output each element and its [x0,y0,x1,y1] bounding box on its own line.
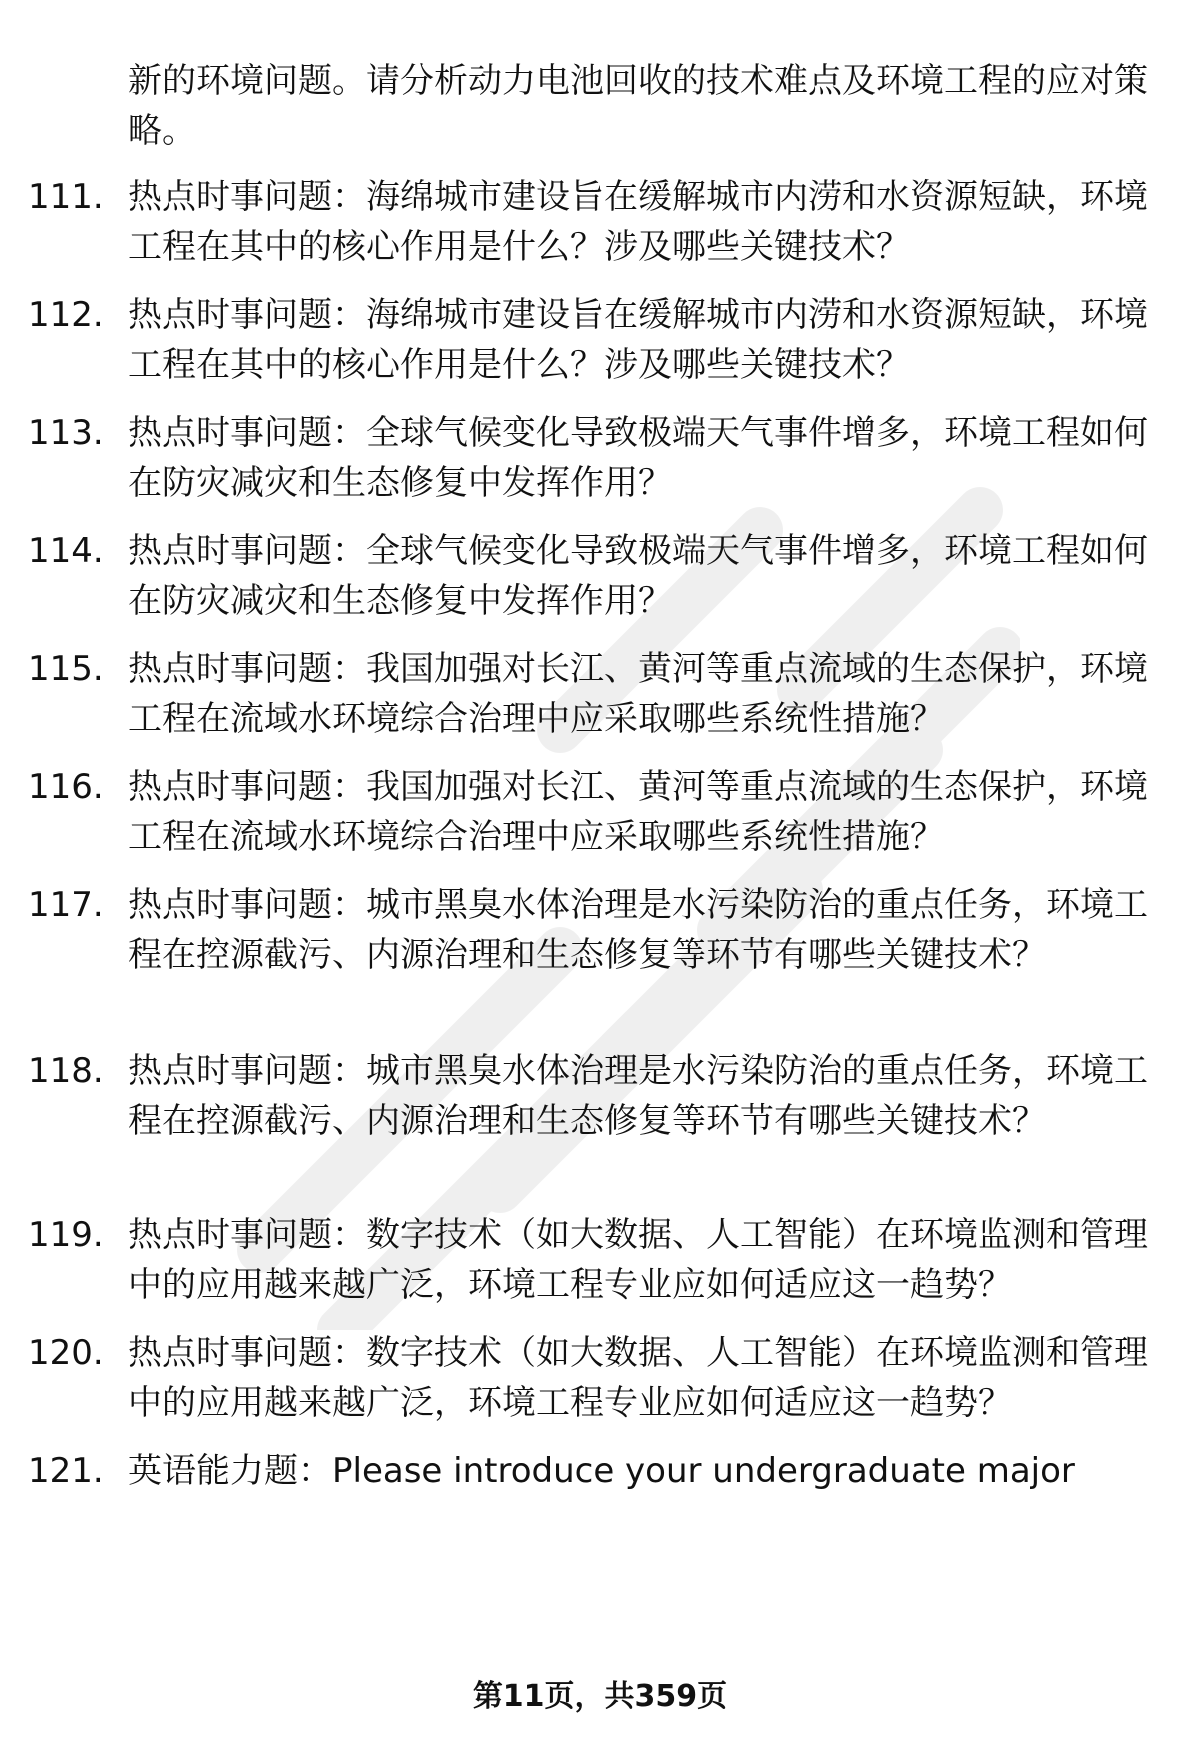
question-number: 116. [28,767,104,807]
question-number: 120. [28,1333,104,1373]
question-number: 119. [28,1215,104,1255]
question-item-111 [28,172,1148,272]
question-item-113 [28,408,1148,508]
question-text: 热点时事问题：海绵城市建设旨在缓解城市内涝和水资源短缺，环境工程在其中的核心作用是什么？涉及哪些关键技术？ [128,177,1148,267]
question-item-119 [28,1210,1148,1310]
question-item-117 [28,880,1148,980]
question-number: 118. [28,1051,104,1091]
question-text: 热点时事问题：全球气候变化导致极端天气事件增多，环境工程如何在防灾减灾和生态修复中发挥作用？ [128,531,1148,621]
question-number: 115. [28,649,104,689]
question-number: 117. [28,885,104,925]
question-number: 112. [28,295,104,335]
question-item-114 [28,526,1148,626]
question-text: 热点时事问题：我国加强对长江、黄河等重点流域的生态保护，环境工程在流域水环境综合治理中应采取哪些系统性措施？ [128,649,1148,739]
page-footer: 第11页，共359页 [472,1679,728,1714]
question-item-121 [28,1446,1148,1496]
question-number: 111. [28,177,104,217]
question-item-115 [28,644,1148,744]
question-number: 121. [28,1451,104,1491]
question-text: 热点时事问题：全球气候变化导致极端天气事件增多，环境工程如何在防灾减灾和生态修复中发挥作用？ [128,413,1148,503]
question-item-120 [28,1328,1148,1428]
question-text: 热点时事问题：我国加强对长江、黄河等重点流域的生态保护，环境工程在流域水环境综合治理中应采取哪些系统性措施？ [128,767,1148,857]
question-text: 热点时事问题：数字技术（如大数据、人工智能）在环境监测和管理中的应用越来越广泛，环境工程专业应如何适应这一趋势？ [128,1333,1148,1423]
question-number: 114. [28,531,104,571]
question-item-118 [28,1046,1148,1146]
continuation-text: 新的环境问题。请分析动力电池回收的技术难点及环境工程的应对策略。 [128,61,1148,151]
question-text: 热点时事问题：数字技术（如大数据、人工智能）在环境监测和管理中的应用越来越广泛，环境工程专业应如何适应这一趋势？ [128,1215,1148,1305]
question-item-116 [28,762,1148,862]
question-item-112 [28,290,1148,390]
question-text: 热点时事问题：城市黑臭水体治理是水污染防治的重点任务，环境工程在控源截污、内源治理和生态修复等环节有哪些关键技术？ [128,885,1148,975]
question-text: 热点时事问题：城市黑臭水体治理是水污染防治的重点任务，环境工程在控源截污、内源治理和生态修复等环节有哪些关键技术？ [128,1051,1148,1141]
question-text: 英语能力题：Please introduce your undergraduate major [128,1451,1075,1491]
question-number: 113. [28,413,104,453]
question-text: 热点时事问题：海绵城市建设旨在缓解城市内涝和水资源短缺，环境工程在其中的核心作用是什么？涉及哪些关键技术？ [128,295,1148,385]
